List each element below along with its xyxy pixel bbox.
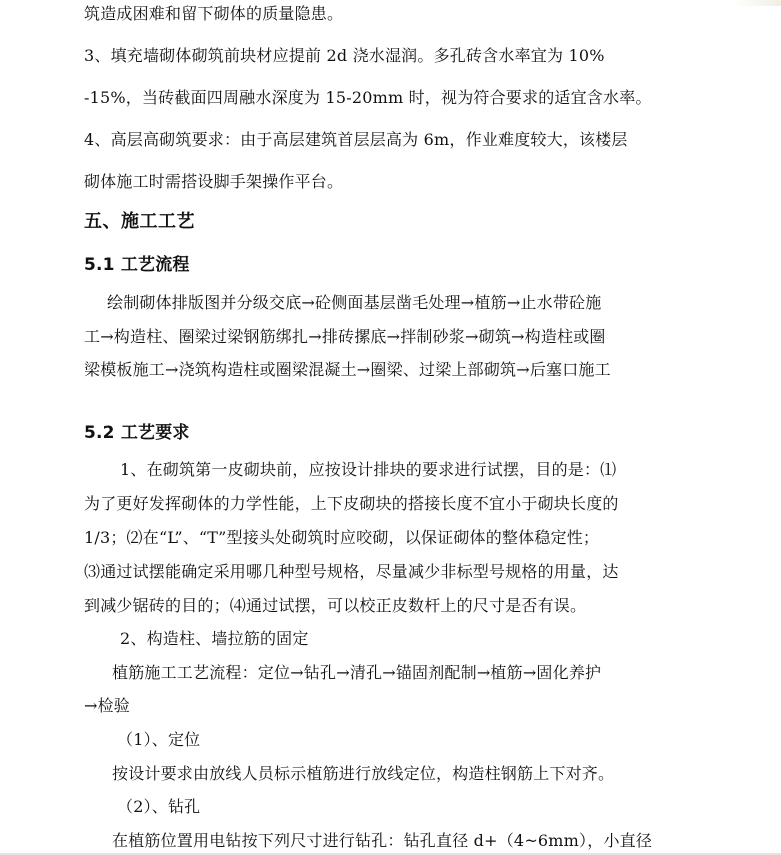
paragraph-line: 在植筋位置用电钻按下列尺寸进行钻孔：钻孔直径 d+（4~6mm），小直径 — [112, 831, 653, 850]
paragraph-line: 3、填充墙砌体砌筑前块材应提前 2d 浇水湿润。多孔砖含水率宜为 10% — [84, 46, 605, 65]
paragraph-line: 4、高层高砌筑要求：由于高层建筑首层层高为 6m，作业难度较大，该楼层 — [84, 130, 628, 149]
subsection-heading: 5.2 工艺要求 — [84, 423, 190, 443]
paragraph-line: 绘制砌体排版图并分级交底→砼侧面基层凿毛处理→植筋→止水带砼施 — [107, 293, 602, 312]
paragraph-line: ⑶通过试摆能确定采用哪几种型号规格，尽量减少非标型号规格的用量，达 — [84, 562, 619, 581]
paragraph-line: 按设计要求由放线人员标示植筋进行放线定位，构造柱钢筋上下对齐。 — [112, 764, 615, 783]
corner-mark — [731, 0, 781, 6]
section-heading: 五、施工工艺 — [84, 211, 195, 232]
paragraph-line: （1）、定位 — [117, 730, 201, 749]
paragraph-line: 为了更好发挥砌体的力学性能，上下皮砌块的搭接长度不宜小于砌块长度的 — [84, 494, 619, 513]
paragraph-line: 1、在砌筑第一皮砌块前，应按设计排块的要求进行试摆，目的是：⑴ — [120, 460, 617, 479]
paragraph-line: 2、构造柱、墙拉筋的固定 — [120, 629, 309, 648]
paragraph-line: 砌体施工时需搭设脚手架操作平台。 — [84, 172, 344, 191]
paragraph-line: 1/3；⑵在“L”、“T”型接头处砌筑时应咬砌，以保证砌体的整体稳定性； — [84, 528, 600, 547]
paragraph-line: （2）、钻孔 — [117, 797, 201, 816]
paragraph-line: -15%，当砖截面四周融水深度为 15-20mm 时，视为符合要求的适宜含水率。 — [84, 88, 652, 107]
subsection-heading: 5.1 工艺流程 — [84, 255, 190, 275]
paragraph-line: 工→构造柱、圈梁过梁钢筋绑扎→排砖摞底→拌制砂浆→砌筑→构造柱或圈 — [84, 327, 606, 346]
paragraph-line: 梁模板施工→浇筑构造柱或圈梁混凝土→圈梁、过梁上部砌筑→后塞口施工 — [84, 360, 611, 379]
paragraph-line: →检验 — [84, 696, 131, 715]
paragraph-line: 到减少锯砖的目的；⑷通过试摆，可以校正皮数杆上的尺寸是否有误。 — [84, 596, 587, 615]
paragraph-line: 筑造成困难和留下砌体的质量隐患。 — [84, 4, 344, 23]
paragraph-line: 植筋施工工艺流程：定位→钻孔→清孔→锚固剂配制→植筋→固化养护 — [112, 663, 602, 682]
